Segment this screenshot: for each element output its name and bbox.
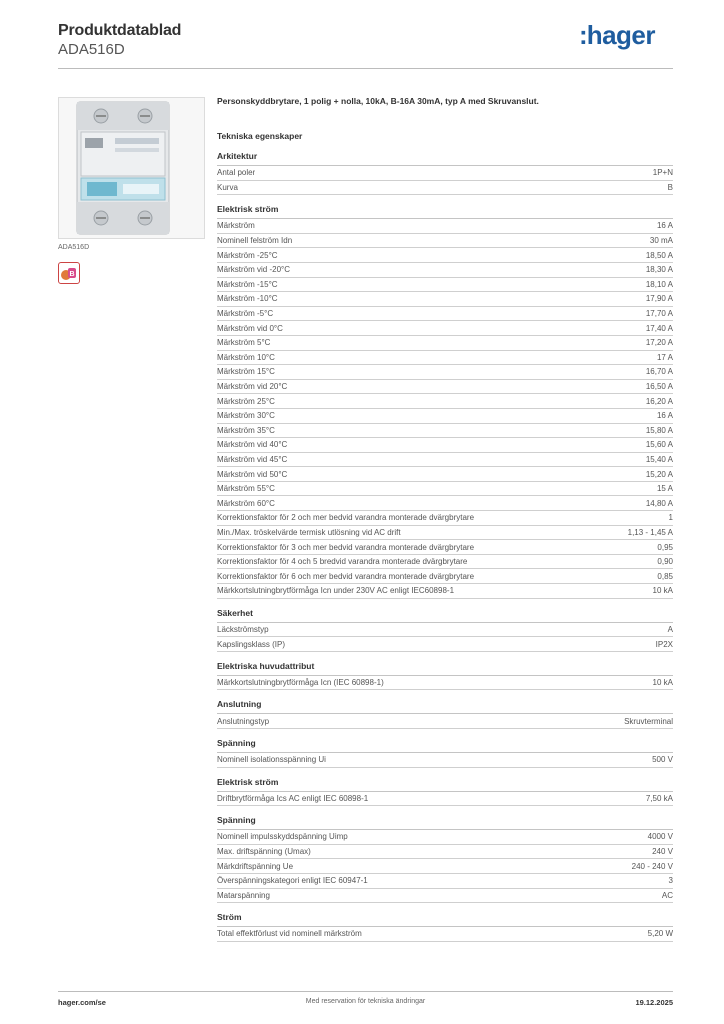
spec-label: Kapslingsklass (IP) [217,639,286,649]
logo-mark: : [579,20,587,50]
spec-value: 16,50 A [645,382,673,392]
spec-label: Läckströmstyp [217,624,269,634]
spec-row [217,889,673,904]
spec-value: 18,30 A [645,265,673,275]
spec-group [217,815,673,903]
spec-group-title: Arkitektur [217,151,673,166]
footer-disclaimer: Med reservation för tekniska ändringar [305,998,426,1005]
spec-value: 17,90 A [645,294,673,304]
spec-row [217,467,673,482]
spec-row [217,278,673,293]
spec-row [217,181,673,196]
spec-label: Märkdriftspänning Ue [217,861,294,871]
spec-value: Skruvterminal [624,716,673,726]
spec-label: Märkström -10°C [217,294,278,304]
technical-specs-heading: Tekniska egenskaper [217,131,303,141]
spec-label: Max. driftspänning (Umax) [217,847,311,857]
spec-value: 15,40 A [645,454,673,464]
spec-group [217,608,673,652]
spec-label: Korrektionsfaktor för 2 och mer bedvid varandra monterade dvärgbrytare [217,513,475,523]
spec-row [217,394,673,409]
spec-row [217,511,673,526]
spec-value: 500 V [652,755,673,765]
spec-group [217,204,673,598]
spec-label: Märkström vid 50°C [217,469,288,479]
spec-value: 18,50 A [645,250,673,260]
spec-row [217,409,673,424]
spec-value: 17,40 A [645,323,673,333]
spec-value: 4000 V [647,832,673,842]
spec-row [217,292,673,307]
spec-label: Märkström vid 20°C [217,382,288,392]
spec-label: Märkkortslutningbrytförmåga Icn (IEC 60898-1) [217,678,384,688]
spec-row [217,321,673,336]
spec-row [217,540,673,555]
spec-row [217,234,673,249]
spec-value: 16 A [656,221,673,231]
spec-group-title: Anslutning [217,699,673,714]
spec-value: 15,60 A [645,440,673,450]
spec-value: AC [661,890,673,900]
spec-row [217,219,673,234]
spec-value: 1 [668,513,673,523]
spec-row [217,424,673,439]
spec-group [217,661,673,691]
spec-label: Märkström vid 45°C [217,454,288,464]
spec-label: Anslutningstyp [217,716,270,726]
product-code: ADA516D [58,41,125,58]
spec-row [217,637,673,652]
spec-label: Märkström 55°C [217,484,275,494]
spec-value: 10 kA [652,586,673,596]
spec-label: Märkström -15°C [217,279,278,289]
document-title: Produktdatablad [58,22,182,39]
spec-value: 240 - 240 V [631,861,673,871]
spec-value: 1,13 - 1,45 A [627,527,673,537]
spec-value: 0,85 [657,571,673,581]
spec-value: IP2X [655,639,673,649]
spec-row [217,453,673,468]
spec-content [217,95,673,942]
spec-group [217,912,673,942]
spec-label: Nominell impulsskyddspänning Uimp [217,832,348,842]
spec-value: 16,20 A [645,396,673,406]
spec-row [217,351,673,366]
spec-row [217,496,673,511]
spec-label: Driftbrytförmåga Ics AC enligt IEC 60898-1 [217,793,369,803]
spec-label: Min./Max. tröskelvärde termisk utlösning vid AC drift [217,527,401,537]
spec-label: Korrektionsfaktor för 6 och mer bedvid varandra monterade dvärgbrytare [217,571,475,581]
product-description: Personskyddbrytare, 1 polig + nolla, 10kA, B-16A 30mA, typ A med Skruvanslut. [217,96,539,106]
spec-label: Nominell felström Idn [217,236,293,246]
page-footer [58,998,673,1010]
footer-divider [58,991,673,992]
spec-label: Märkkortslutningbrytförmåga Icn under 230V AC enligt IEC60898-1 [217,586,455,596]
spec-label: Matarspänning [217,890,270,900]
spec-label: Märkström -25°C [217,250,278,260]
spec-label: Märkström 25°C [217,396,275,406]
spec-label: Nominell isolationsspänning Ui [217,755,326,765]
header-divider [58,68,673,69]
spec-label: Märkström 30°C [217,411,275,421]
spec-group-title: Elektrisk ström [217,777,673,792]
product-image-caption: ADA516D [58,244,90,251]
hager-logo [579,20,655,51]
spec-value: 1P+N [652,168,673,178]
spec-row [217,859,673,874]
spec-label: Märkström 15°C [217,367,275,377]
spec-value: 16,70 A [645,367,673,377]
spec-row [217,263,673,278]
spec-group-title: Spänning [217,815,673,830]
certification-badge-icon [58,262,80,284]
spec-label: Märkström vid 0°C [217,323,283,333]
product-image [58,97,205,239]
spec-group-title: Spänning [217,738,673,753]
spec-value: 5,20 W [647,929,673,939]
page-header [58,22,673,58]
circuit-breaker-image [59,98,204,238]
spec-value: 240 V [652,847,673,857]
spec-group [217,777,673,807]
spec-value: 30 mA [649,236,673,246]
spec-label: Kurva [217,182,238,192]
spec-row [217,792,673,807]
spec-row [217,584,673,599]
spec-value: 14,80 A [645,498,673,508]
spec-group-title: Elektrisk ström [217,204,673,219]
spec-row [217,714,673,729]
spec-row [217,365,673,380]
spec-label: Märkström 5°C [217,338,271,348]
spec-value: 17,20 A [645,338,673,348]
spec-label: Märkström vid 40°C [217,440,288,450]
spec-value: 10 kA [652,678,673,688]
spec-label: Märkström 10°C [217,352,275,362]
spec-row [217,927,673,942]
spec-label: Märkström 60°C [217,498,275,508]
spec-label: Överspänningskategori enligt IEC 60947-1 [217,876,368,886]
spec-group [217,738,673,768]
logo-text: hager [586,20,655,50]
spec-group-title: Ström [217,912,673,927]
spec-label: Total effektförlust vid nominell märkström [217,929,362,939]
spec-row [217,753,673,768]
spec-value: 7,50 kA [645,793,673,803]
spec-row [217,845,673,860]
spec-label: Antal poler [217,168,256,178]
footer-website: hager.com/se [58,998,106,1007]
footer-date: 19.12.2025 [635,998,673,1007]
spec-groups [217,151,673,942]
spec-value: 18,10 A [645,279,673,289]
spec-label: Märkström [217,221,255,231]
spec-value: 17,70 A [645,309,673,319]
spec-value: A [667,624,673,634]
spec-label: Korrektionsfaktor för 3 och mer bedvid varandra monterade dvärgbrytare [217,542,475,552]
spec-group [217,699,673,729]
spec-group-title: Säkerhet [217,608,673,623]
spec-row [217,623,673,638]
spec-value: 17 A [656,352,673,362]
spec-row [217,438,673,453]
spec-label: Märkström vid -20°C [217,265,290,275]
spec-value: 0,90 [657,557,673,567]
svg-text:B: B [69,271,75,278]
spec-row [217,336,673,351]
spec-value: 16 A [656,411,673,421]
spec-row [217,307,673,322]
spec-row [217,166,673,181]
spec-row [217,248,673,263]
spec-value: 3 [668,876,673,886]
spec-row [217,555,673,570]
spec-row [217,830,673,845]
spec-row [217,874,673,889]
spec-label: Märkström 35°C [217,425,275,435]
spec-row [217,526,673,541]
spec-value: 0,95 [657,542,673,552]
spec-value: 15,20 A [645,469,673,479]
spec-label: Korrektionsfaktor för 4 och 5 bredvid varandra monterade dvärgbrytare [217,557,468,567]
spec-group [217,151,673,195]
spec-row [217,569,673,584]
spec-row [217,482,673,497]
spec-group-title: Elektriska huvudattribut [217,661,673,676]
spec-row [217,676,673,691]
spec-value: B [667,182,673,192]
spec-row [217,380,673,395]
spec-label: Märkström -5°C [217,309,274,319]
spec-value: 15 A [656,484,673,494]
spec-value: 15,80 A [645,425,673,435]
